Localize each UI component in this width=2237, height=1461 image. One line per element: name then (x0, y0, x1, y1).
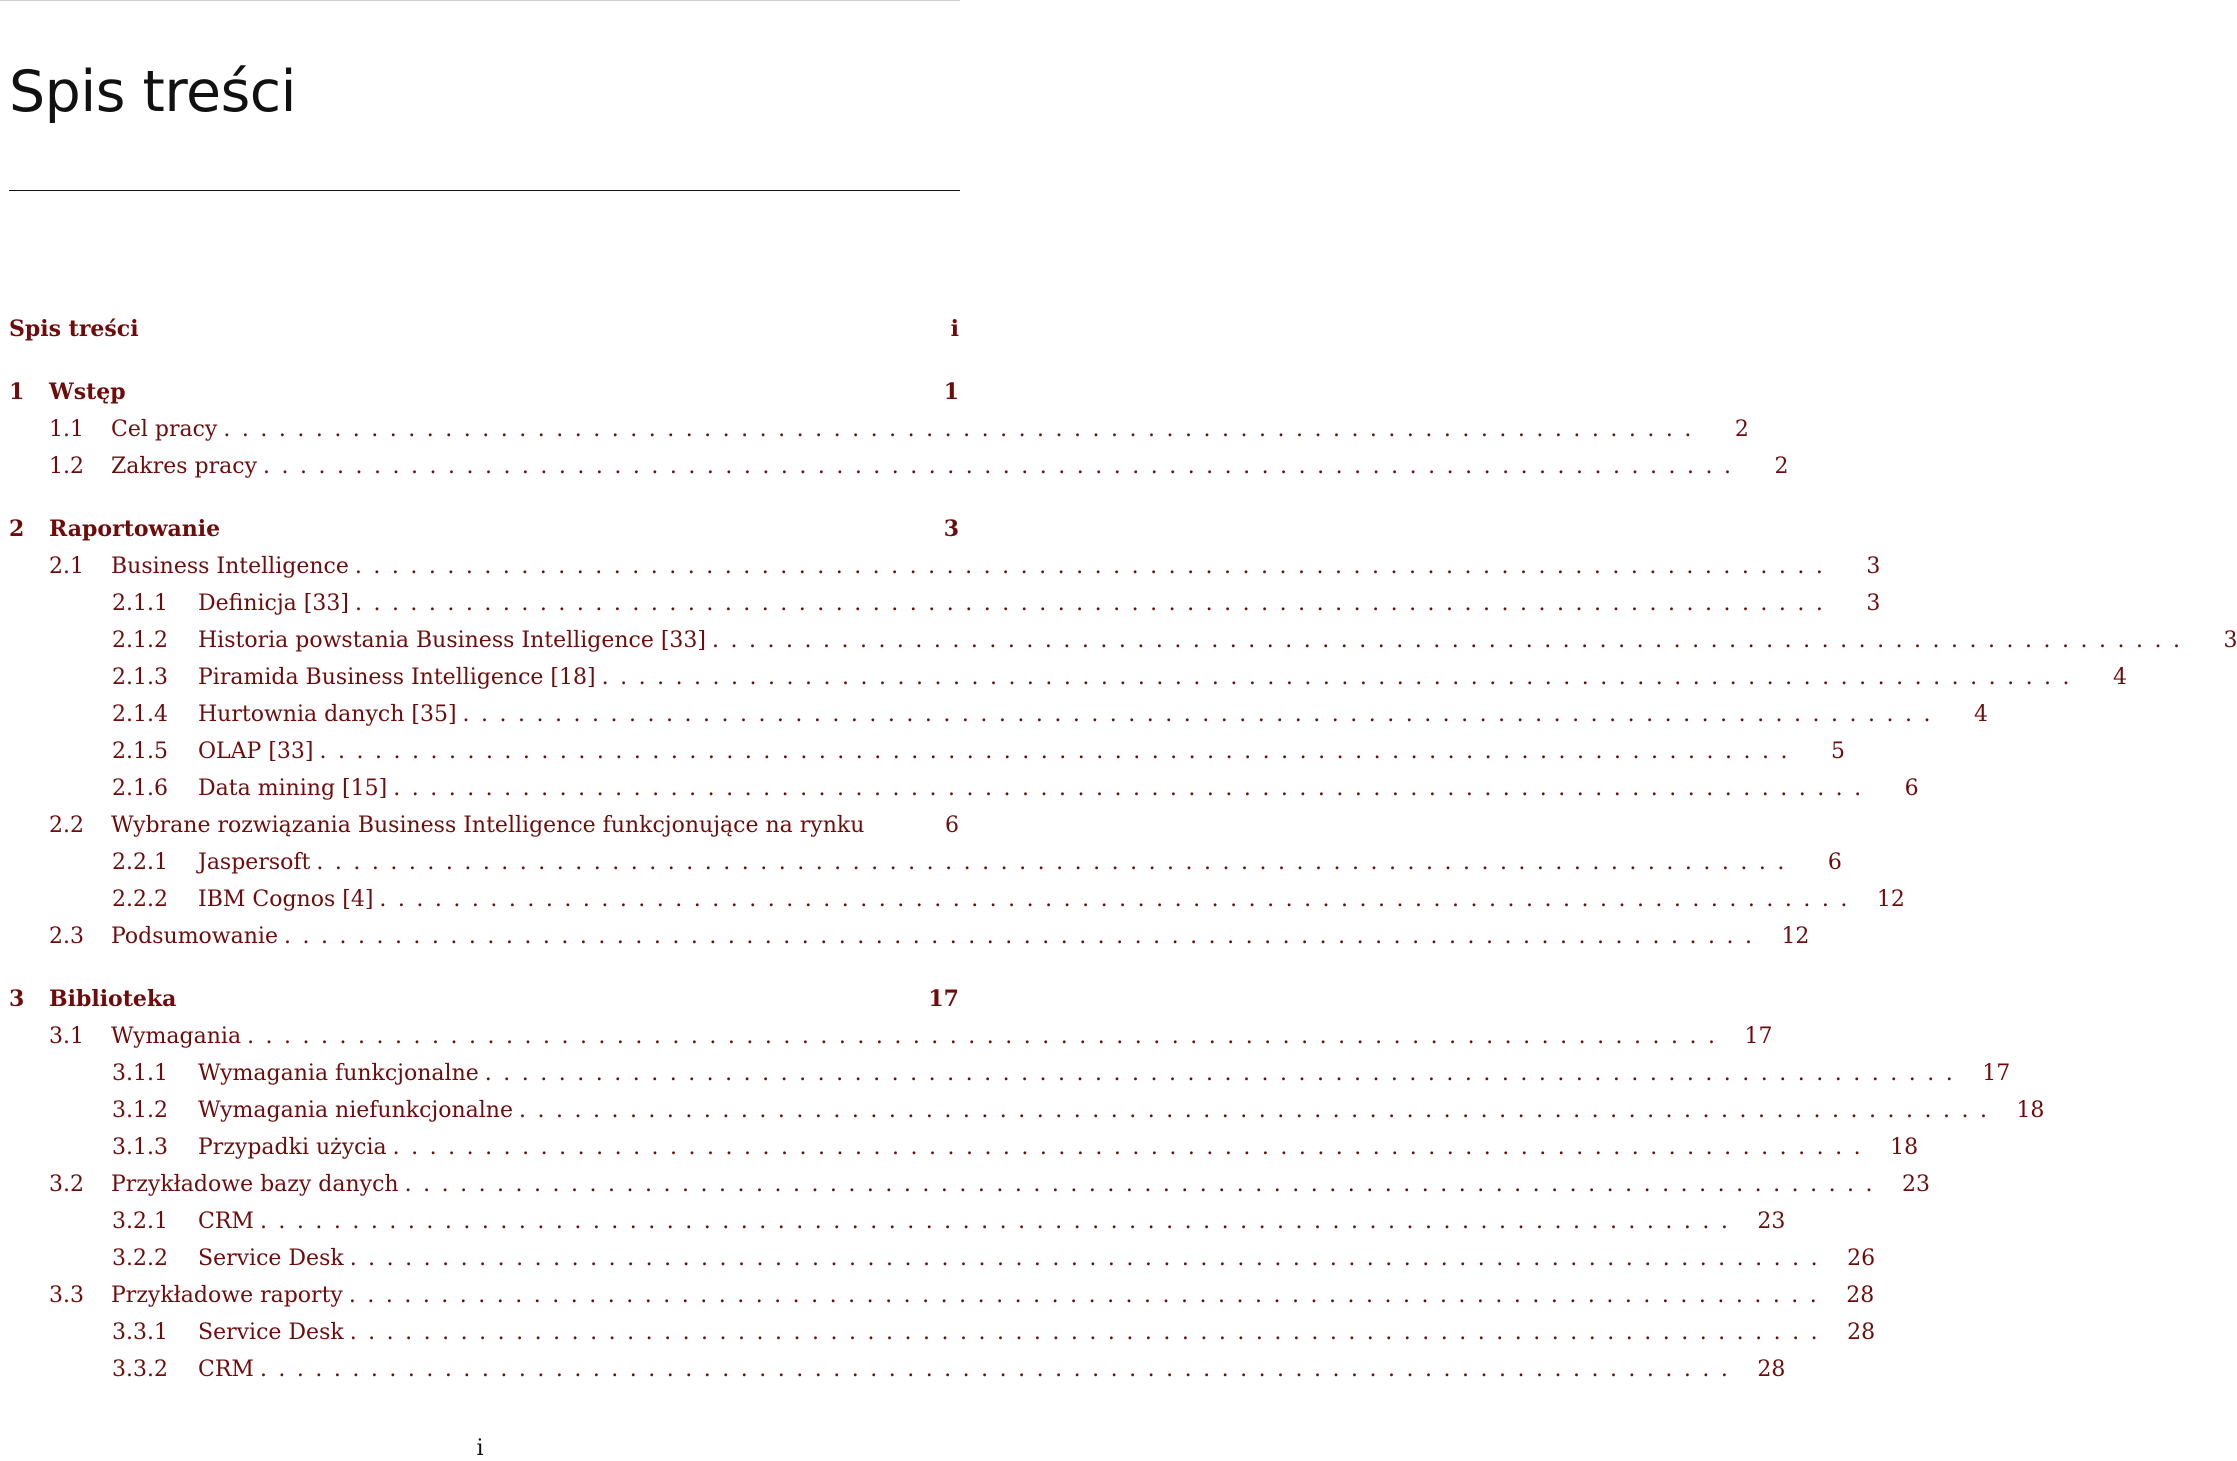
toc-entry-page[interactable]: 3 (1866, 554, 1881, 579)
toc-entry-title[interactable]: Spis treści (9, 316, 139, 342)
toc-entry-title[interactable]: Definicja [33] (198, 591, 349, 616)
dot-leader: ................................................................................ (259, 1209, 1740, 1234)
toc-entry-title[interactable]: Historia powstania Business Intelligence [33] (198, 628, 706, 653)
toc-entry-page[interactable]: 26 (1847, 1246, 1876, 1271)
dot-leader: ................................................................................ (393, 776, 1873, 801)
toc-entry-title[interactable]: OLAP [33] (198, 739, 314, 764)
toc-entry[interactable] (9, 548, 1881, 585)
toc-entry[interactable] (9, 1314, 1876, 1351)
toc-entry-title[interactable]: Wstęp (49, 379, 126, 405)
dot-leader: ................................................................................ (354, 554, 1835, 579)
toc-entry-number: 2.2 (49, 813, 84, 838)
toc-entry-page[interactable]: 12 (1876, 887, 1905, 912)
toc-entry-title[interactable]: Cel pracy (111, 417, 218, 442)
dot-leader: ................................................................................ (354, 591, 1835, 616)
toc-entry[interactable] (9, 311, 959, 348)
dot-leader: ................................................................................ (484, 1061, 1965, 1086)
dot-leader: ................................................................................ (259, 1357, 1740, 1382)
toc-entry-number: 1 (9, 379, 25, 405)
toc-entry[interactable] (9, 1240, 1876, 1277)
toc-entry-page[interactable]: 23 (1902, 1172, 1931, 1197)
toc-entry[interactable] (9, 1055, 2011, 1092)
toc-entry-number: 1.1 (49, 417, 84, 442)
toc-entry-title[interactable]: Zakres pracy (111, 454, 258, 479)
toc-entry-number: 2.1.1 (112, 591, 168, 616)
title-rule (9, 190, 960, 191)
toc-entry-page[interactable]: 28 (1847, 1320, 1876, 1345)
toc-entry[interactable] (9, 448, 1789, 485)
toc-entry-number: 2.1.6 (112, 776, 168, 801)
dot-leader: ................................................................................ (712, 628, 2192, 653)
dot-leader: ................................................................................ (518, 1098, 1999, 1123)
toc-entry-number: 2.2.2 (112, 887, 168, 912)
top-border (0, 0, 960, 1)
toc-entry-number: 2.1.2 (112, 628, 168, 653)
toc-entry[interactable] (9, 511, 959, 548)
toc-entry[interactable] (9, 1018, 1773, 1055)
toc-entry-number: 2.3 (49, 924, 84, 949)
toc-entry[interactable] (9, 881, 1905, 918)
page-number: i (476, 1436, 484, 1461)
toc-entry-page[interactable]: 6 (1904, 776, 1919, 801)
toc-entry[interactable] (9, 981, 959, 1018)
toc-entry[interactable] (9, 411, 1749, 448)
toc-entry-page[interactable]: 6 (945, 813, 959, 838)
toc-entry-number: 3.2.1 (112, 1209, 168, 1234)
toc-entry-title[interactable]: Podsumowanie (111, 924, 278, 949)
toc-entry-number: 2.1.5 (112, 739, 168, 764)
toc-entry[interactable] (9, 1203, 1786, 1240)
toc-entry-number: 3.3.2 (112, 1357, 168, 1382)
toc-entry-title[interactable]: Wybrane rozwiązania Business Intelligence funkcjonujące na rynku (111, 813, 865, 838)
toc-entry-number: 2.1 (49, 554, 84, 579)
toc-entry-title[interactable]: Wymagania niefunkcjonalne (198, 1098, 513, 1123)
toc-entry-page[interactable]: 4 (1974, 702, 1988, 727)
toc-entry[interactable] (9, 1092, 2045, 1129)
dot-leader: ................................................................................ (247, 1024, 1727, 1049)
toc-entry[interactable] (9, 1277, 1875, 1314)
toc-entry-title[interactable]: Jaspersoft (198, 850, 311, 875)
toc-entry-title[interactable]: CRM (198, 1209, 254, 1234)
toc-entry-page[interactable]: 17 (928, 986, 959, 1012)
toc-entry-number: 2 (9, 516, 25, 542)
toc-entry[interactable] (9, 1166, 1931, 1203)
toc-entry-number: 1.2 (49, 454, 84, 479)
toc-entry-page[interactable]: 23 (1757, 1209, 1786, 1234)
toc-entry[interactable] (9, 844, 1842, 881)
toc-entry[interactable] (9, 374, 959, 411)
dot-leader: ................................................................................ (392, 1135, 1873, 1160)
page-title: Spis treści (9, 59, 296, 125)
dot-leader: ................................................................................ (319, 739, 1799, 764)
toc-entry-page[interactable]: 3 (2223, 628, 2237, 653)
toc-entry-title[interactable]: Piramida Business Intelligence [18] (198, 665, 596, 690)
toc-entry-page[interactable]: 12 (1781, 924, 1810, 949)
dot-leader: ................................................................................ (462, 702, 1942, 727)
toc-entry-page[interactable]: 18 (2016, 1098, 2045, 1123)
toc-entry-title[interactable]: Service Desk (198, 1320, 344, 1345)
toc-entry-title[interactable]: Biblioteka (49, 986, 177, 1012)
toc-entry-page[interactable]: 3 (943, 516, 959, 542)
toc-entry-number: 3.1.1 (112, 1061, 168, 1086)
toc-entry[interactable] (9, 918, 1810, 955)
toc-entry-page[interactable]: 17 (1744, 1024, 1773, 1049)
toc-entry-title[interactable]: Przykładowe raporty (111, 1283, 343, 1308)
toc-entry-title[interactable]: Service Desk (198, 1246, 344, 1271)
toc-entry[interactable] (9, 770, 1919, 807)
toc-entry[interactable] (9, 622, 2237, 659)
dot-leader: ................................................................................ (601, 665, 2082, 690)
toc-entry-number: 3.3 (49, 1283, 84, 1308)
toc-entry-number: 2.1.3 (112, 665, 168, 690)
toc-entry-page[interactable]: 4 (2113, 665, 2128, 690)
toc-entry[interactable] (9, 659, 2128, 696)
dot-leader: ................................................................................ (316, 850, 1796, 875)
toc-entry-page[interactable]: 28 (1757, 1357, 1786, 1382)
toc-entry-title[interactable]: Przykładowe bazy danych (111, 1172, 399, 1197)
toc-entry-number: 3.2 (49, 1172, 84, 1197)
toc-entry[interactable] (9, 585, 1881, 622)
table-of-contents (9, 311, 2237, 1388)
toc-entry-title[interactable]: Przypadki użycia (198, 1135, 387, 1160)
toc-entry-page[interactable]: 2 (1774, 454, 1789, 479)
toc-entry-number: 3.1.3 (112, 1135, 168, 1160)
toc-entry-number: 3 (9, 986, 25, 1012)
toc-entry-title[interactable]: IBM Cognos [4] (198, 887, 374, 912)
toc-entry[interactable] (9, 1129, 1919, 1166)
toc-entry-number: 2.1.4 (112, 702, 168, 727)
toc-entry-number: 3.1.2 (112, 1098, 168, 1123)
dot-leader: ................................................................................ (349, 1320, 1830, 1345)
toc-entry-page[interactable]: 6 (1827, 850, 1842, 875)
toc-entry-page[interactable]: 5 (1830, 739, 1845, 764)
dot-leader: ................................................................................ (263, 454, 1743, 479)
toc-entry-title[interactable]: CRM (198, 1357, 254, 1382)
toc-entry-title[interactable]: Hurtownia danych [35] (198, 702, 457, 727)
toc-entry-number: 2.2.1 (112, 850, 168, 875)
toc-entry-title[interactable]: Wymagania funkcjonalne (198, 1061, 479, 1086)
toc-entry[interactable] (9, 807, 959, 844)
dot-leader: ................................................................................ (348, 1283, 1829, 1308)
toc-entry[interactable] (9, 733, 1845, 770)
toc-entry-title[interactable]: Raportowanie (49, 516, 221, 542)
toc-entry-page[interactable]: 1 (943, 379, 959, 405)
toc-entry-title[interactable]: Business Intelligence (111, 554, 349, 579)
toc-entry-title[interactable]: Wymagania (111, 1024, 242, 1049)
toc-entry[interactable] (9, 1351, 1786, 1388)
dot-leader: ................................................................................ (283, 924, 1764, 949)
toc-entry-page[interactable]: 18 (1890, 1135, 1919, 1160)
dot-leader: ................................................................................ (379, 887, 1859, 912)
toc-entry-page[interactable]: 2 (1734, 417, 1749, 442)
toc-entry[interactable] (9, 696, 1988, 733)
toc-entry-number: 3.3.1 (112, 1320, 168, 1345)
toc-entry-number: 3.1 (49, 1024, 84, 1049)
toc-entry-page[interactable]: 17 (1982, 1061, 2011, 1086)
dot-leader: ................................................................................ (349, 1246, 1830, 1271)
dot-leader: ................................................................................ (223, 417, 1703, 442)
toc-entry-title[interactable]: Data mining [15] (198, 776, 388, 801)
toc-entry-page[interactable]: i (950, 316, 959, 342)
dot-leader: ................................................................................ (404, 1172, 1885, 1197)
toc-entry-page[interactable]: 3 (1866, 591, 1881, 616)
toc-entry-number: 3.2.2 (112, 1246, 168, 1271)
toc-entry-page[interactable]: 28 (1846, 1283, 1875, 1308)
